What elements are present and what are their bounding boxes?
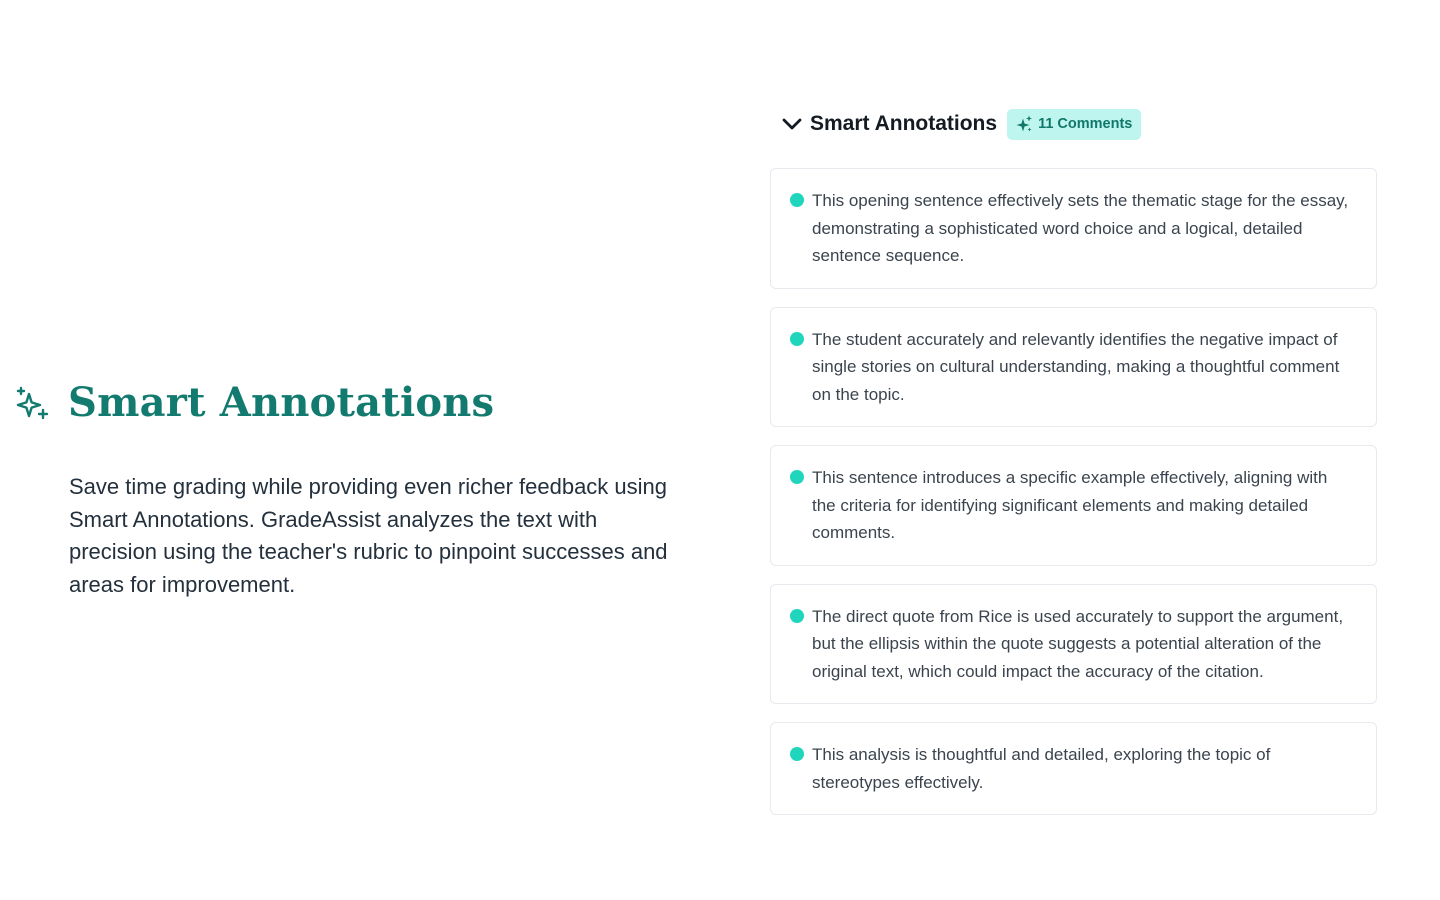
annotation-text: The student accurately and relevantly identifies the negative impact of single stories on cultural understanding, making a thoughtful comment on the topic. (812, 329, 1340, 404)
hero-heading-row (14, 378, 494, 428)
comments-count-badge (1007, 109, 1141, 140)
comments-count: 11 Comments (1038, 116, 1133, 132)
annotation-card[interactable] (770, 168, 1377, 289)
annotation-status-dot (790, 193, 804, 207)
annotation-text: This analysis is thoughtful and detailed, exploring the topic of stereotypes effectively. (812, 745, 1271, 792)
annotation-status-dot (790, 470, 804, 484)
annotation-status-dot (790, 747, 804, 761)
annotations-panel-header[interactable] (780, 106, 1377, 142)
annotation-card[interactable] (770, 445, 1377, 566)
annotation-card[interactable] (770, 722, 1377, 815)
annotation-status-dot (790, 609, 804, 623)
annotation-list (770, 168, 1377, 815)
annotation-text: The direct quote from Rice is used accurately to support the argument, but the ellipsis within the quote suggests a potential alteration of the original text, which could impact the accuracy of the citation. (812, 606, 1344, 681)
annotations-panel-title: Smart Annotations (810, 112, 998, 135)
hero-description: Save time grading while providing even richer feedback using Smart Annotations. GradeAssist analyzes the text with precision using the teacher's rubric to pinpoint successes and areas for improvement. (69, 474, 668, 597)
annotation-status-dot (790, 332, 804, 346)
chevron-down-icon[interactable] (780, 112, 804, 136)
sparkles-icon (14, 385, 50, 421)
annotation-text: This sentence introduces a specific example effectively, aligning with the criteria for identifying significant elements and making detailed comments. (812, 468, 1328, 542)
annotations-panel (770, 106, 1377, 815)
sparkles-icon (1015, 115, 1033, 133)
annotation-card[interactable] (770, 584, 1377, 705)
annotation-text: This opening sentence effectively sets the thematic stage for the essay, demonstrating a sophisticated word choice and a logical, detailed sentence sequence. (812, 191, 1349, 265)
annotation-card[interactable] (770, 307, 1377, 428)
hero-title: Smart Annotations (68, 379, 495, 426)
